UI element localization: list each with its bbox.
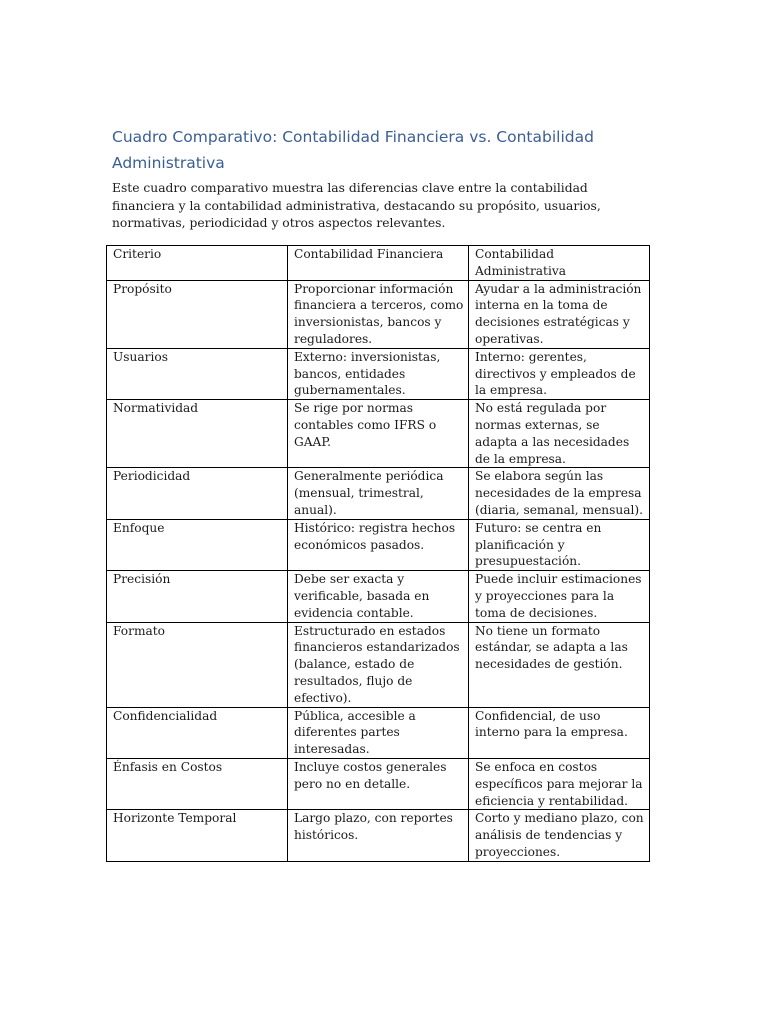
table-row [107,707,650,758]
cell-financiera: Estructurado en estados financieros estandarizados (balance, estado de resultados, flujo de efectivo). [288,622,469,707]
cell-criterio: Confidencialidad [107,707,288,758]
cell-financiera: Proporcionar información financiera a terceros, como inversionistas, bancos y reguladores. [288,280,469,348]
cell-criterio: Normatividad [107,400,288,468]
cell-criterio: Énfasis en Costos [107,758,288,809]
cell-financiera: Pública, accesible a diferentes partes interesadas. [288,707,469,758]
cell-criterio: Periodicidad [107,468,288,519]
table-row [107,810,650,861]
header-criterio: Criterio [107,246,288,281]
cell-administrativa: No está regulada por normas externas, se adapta a las necesidades de la empresa. [469,400,650,468]
cell-criterio: Formato [107,622,288,707]
document-intro: Este cuadro comparativo muestra las diferencias clave entre la contabilidad financiera y la contabilidad administrativa, destacando su propósito, usuarios, normativas, periodicidad y otros aspectos relevantes. [112,181,601,230]
table-row [107,571,650,622]
cell-financiera: Largo plazo, con reportes históricos. [288,810,469,861]
cell-administrativa: Futuro: se centra en planificación y presupuestación. [469,519,650,570]
document-title: Cuadro Comparativo: Contabilidad Financiera vs. Contabilidad Administrativa [112,128,594,172]
cell-financiera: Externo: inversionistas, bancos, entidades gubernamentales. [288,348,469,399]
document-page [112,124,648,859]
cell-financiera: Se rige por normas contables como IFRS o GAAP. [288,400,469,468]
cell-administrativa: Corto y mediano plazo, con análisis de tendencias y proyecciones. [469,810,650,861]
cell-financiera: Histórico: registra hechos económicos pasados. [288,519,469,570]
cell-criterio: Propósito [107,280,288,348]
cell-administrativa: Puede incluir estimaciones y proyecciones para la toma de decisiones. [469,571,650,622]
comparison-table [106,245,650,862]
cell-administrativa: No tiene un formato estándar, se adapta a las necesidades de gestión. [469,622,650,707]
table-row [107,468,650,519]
table-row [107,519,650,570]
cell-financiera: Debe ser exacta y verificable, basada en evidencia contable. [288,571,469,622]
cell-administrativa: Se elabora según las necesidades de la empresa (diaria, semanal, mensual). [469,468,650,519]
table-row [107,348,650,399]
cell-financiera: Incluye costos generales pero no en detalle. [288,758,469,809]
table-header-row [107,246,650,281]
table-row [107,280,650,348]
table-row [107,622,650,707]
table-row [107,400,650,468]
cell-criterio: Usuarios [107,348,288,399]
cell-administrativa: Ayudar a la administración interna en la toma de decisiones estratégicas y operativas. [469,280,650,348]
cell-criterio: Precisión [107,571,288,622]
cell-financiera: Generalmente periódica (mensual, trimestral, anual). [288,468,469,519]
cell-criterio: Horizonte Temporal [107,810,288,861]
cell-administrativa: Confidencial, de uso interno para la empresa. [469,707,650,758]
header-administrativa: Contabilidad Administrativa [469,246,650,281]
table-row [107,758,650,809]
cell-criterio: Enfoque [107,519,288,570]
header-financiera: Contabilidad Financiera [288,246,469,281]
cell-administrativa: Interno: gerentes, directivos y empleados de la empresa. [469,348,650,399]
cell-administrativa: Se enfoca en costos específicos para mejorar la eficiencia y rentabilidad. [469,758,650,809]
